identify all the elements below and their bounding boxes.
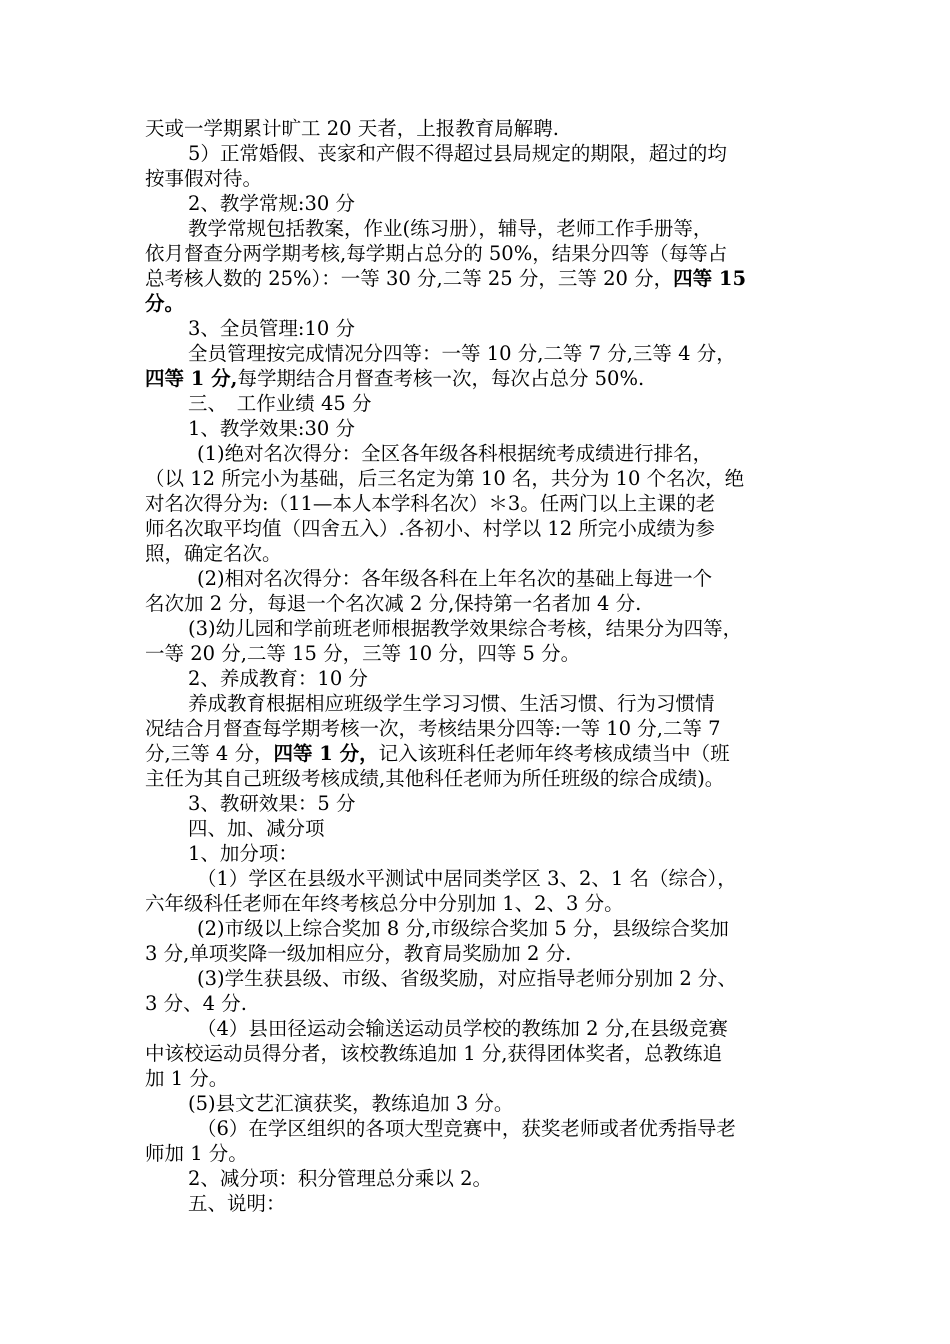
text-line <box>145 116 815 141</box>
text-run: （6）在学区组织的各项大型竞赛中，获奖老师或者优秀指导老 <box>197 1117 736 1140</box>
text-line <box>145 866 815 891</box>
text-line <box>145 766 815 791</box>
text-line <box>145 491 815 516</box>
text-line <box>145 816 815 841</box>
text-line <box>145 416 815 441</box>
text-run: (2)相对名次得分：各年级各科在上年名次的基础上每进一个 <box>197 567 713 590</box>
text-line <box>145 1066 815 1091</box>
text-line <box>145 791 815 816</box>
text-run: (3)幼儿园和学前班老师根据教学效果综合考核，结果分为四等， <box>188 617 743 640</box>
bold-text-run: 四等 1 分， <box>273 742 379 765</box>
text-line <box>145 441 815 466</box>
text-run: 主任为其自己班级考核成绩,其他科任老师为所任班级的综合成绩)。 <box>145 767 725 790</box>
text-run: 总考核人数的 25%）：一等 30 分,二等 25 分，三等 20 分， <box>145 267 674 290</box>
text-run: 名次加 2 分，每退一个名次减 2 分,保持第一名者加 4 分. <box>145 592 642 615</box>
bold-text-run: 分。 <box>145 292 185 315</box>
text-run: (1)绝对名次得分：全区各年级各科根据统考成绩进行排名， <box>197 442 713 465</box>
text-run: 四、加、减分项 <box>188 817 325 840</box>
text-run: 教学常规包括教案，作业(练习册），辅导，老师工作手册等， <box>188 217 713 240</box>
text-line <box>145 1041 815 1066</box>
text-run: 况结合月督查每学期考核一次，考核结果分四等:一等 10 分,二等 7 <box>145 717 721 740</box>
text-line <box>145 641 815 666</box>
text-run: 养成教育根据相应班级学生学习习惯、生活习惯、行为习惯情 <box>188 692 715 715</box>
text-run: 3 分、4 分. <box>145 992 247 1015</box>
text-run: （1）学区在县级水平测试中居同类学区 3、2、1 名（综合）， <box>197 867 737 890</box>
text-run: 三、 工作业绩 45 分 <box>188 392 372 415</box>
text-line <box>145 616 815 641</box>
text-line <box>145 1191 815 1216</box>
text-line <box>145 341 815 366</box>
text-run: 3 分,单项奖降一级加相应分，教育局奖励加 2 分. <box>145 942 572 965</box>
text-run: 对名次得分为:（11—本人本学科名次）＊3。任两门以上主课的老 <box>145 492 716 515</box>
text-run: 五、说明： <box>188 1192 286 1215</box>
text-run: 依月督查分两学期考核,每学期占总分的 50%，结果分四等（每等占 <box>145 242 728 265</box>
text-run: 天或一学期累计旷工 20 天者，上报教育局解聘. <box>145 117 559 140</box>
text-run: 师加 1 分。 <box>145 1142 248 1165</box>
text-run: （4）县田径运动会输送运动员学校的教练加 2 分,在县级竞赛 <box>197 1017 728 1040</box>
text-run: 中该校运动员得分者，该校教练追加 1 分,获得团体奖者，总教练追 <box>145 1042 723 1065</box>
text-run: (2)市级以上综合奖加 8 分,市级综合奖加 5 分，县级综合奖加 <box>197 917 729 940</box>
text-line <box>145 741 815 766</box>
text-run: 1、加分项： <box>188 842 298 865</box>
text-run: 分,三等 4 分， <box>145 742 274 765</box>
text-line <box>145 1141 815 1166</box>
text-line <box>145 166 815 191</box>
text-run: (3)学生获县级、市级、省级奖励，对应指导老师分别加 2 分、 <box>197 967 737 990</box>
text-run: 按事假对待。 <box>145 167 263 190</box>
text-line <box>145 691 815 716</box>
text-line <box>145 1166 815 1191</box>
bold-text-run: 四等 15 <box>673 267 747 290</box>
text-run: 一等 20 分,二等 15 分，三等 10 分，四等 5 分。 <box>145 642 581 665</box>
text-line <box>145 216 815 241</box>
text-line <box>145 466 815 491</box>
text-line <box>145 966 815 991</box>
text-line <box>145 716 815 741</box>
text-line <box>145 391 815 416</box>
text-run: 加 1 分。 <box>145 1067 229 1090</box>
text-line <box>145 891 815 916</box>
text-line <box>145 666 815 691</box>
text-run: 2、减分项：积分管理总分乘以 2。 <box>188 1167 493 1190</box>
text-run: 5）正常婚假、丧家和产假不得超过县局规定的期限，超过的均 <box>188 142 727 165</box>
text-run: 2、教学常规:30 分 <box>188 192 355 215</box>
text-line <box>145 316 815 341</box>
text-line <box>145 841 815 866</box>
text-line <box>145 916 815 941</box>
text-run: 全员管理按完成情况分四等：一等 10 分,二等 7 分,三等 4 分， <box>188 342 736 365</box>
text-line <box>145 366 815 391</box>
document-body <box>145 116 815 1216</box>
text-line <box>145 541 815 566</box>
text-line <box>145 291 815 316</box>
text-run: 照，确定名次。 <box>145 542 282 565</box>
text-line <box>145 941 815 966</box>
text-run: (5)县文艺汇演获奖，教练追加 3 分。 <box>188 1092 514 1115</box>
text-line <box>145 516 815 541</box>
text-line <box>145 1116 815 1141</box>
text-run: （以 12 所完小为基础，后三名定为第 10 名，共分为 10 个名次，绝 <box>145 467 745 490</box>
text-run: 六年级科任老师在年终考核总分中分别加 1、2、3 分。 <box>145 892 624 915</box>
text-line <box>145 266 815 291</box>
text-line <box>145 1016 815 1041</box>
text-line <box>145 141 815 166</box>
text-run: 师名次取平均值（四舍五入）.各初小、村学以 12 所完小成绩为参 <box>145 517 715 540</box>
text-run: 每学期结合月督查考核一次，每次占总分 50%. <box>237 367 645 390</box>
text-line <box>145 1091 815 1116</box>
bold-text-run: 四等 1 分, <box>145 367 238 390</box>
text-run: 3、全员管理:10 分 <box>188 317 355 340</box>
text-run: 记入该班科任老师年终考核成绩当中（班 <box>378 742 730 765</box>
text-run: 3、教研效果：5 分 <box>188 792 356 815</box>
text-line <box>145 241 815 266</box>
text-line <box>145 566 815 591</box>
text-line <box>145 591 815 616</box>
text-line <box>145 991 815 1016</box>
text-line <box>145 191 815 216</box>
text-run: 2、养成教育：10 分 <box>188 667 368 690</box>
text-run: 1、教学效果:30 分 <box>188 417 355 440</box>
